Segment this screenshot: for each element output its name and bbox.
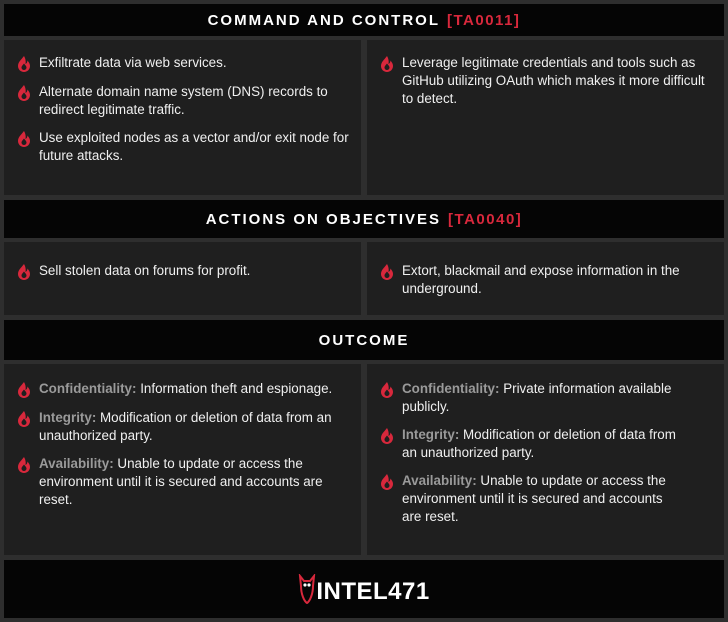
- list-item: [379, 54, 716, 108]
- logo-text: INTEL471: [316, 578, 430, 605]
- outcome-left-panel: [4, 364, 361, 555]
- item-text: [39, 409, 353, 445]
- tactic-tag: [TA0040]: [448, 210, 523, 228]
- actions-left-panel: [4, 242, 361, 315]
- list-item: [379, 426, 684, 462]
- intel471-logo: [298, 574, 429, 604]
- item-body: Private information available publicly.: [402, 381, 672, 414]
- flame-icon: [379, 473, 395, 491]
- list-item: [379, 380, 684, 416]
- owl-icon: [298, 574, 316, 604]
- item-text: [402, 426, 684, 462]
- item-label: Integrity:: [39, 410, 97, 425]
- actions-right-panel: [367, 242, 724, 315]
- item-body: Modification or deletion of data from an unauthorized party.: [39, 410, 332, 443]
- outcome-header: [4, 320, 724, 360]
- flame-icon: [16, 263, 32, 281]
- list-item: [16, 83, 353, 119]
- item-text: Alternate domain name system (DNS) records to redirect legitimate traffic.: [39, 84, 328, 117]
- flame-icon: [16, 381, 32, 399]
- outcome-right-panel: [367, 364, 724, 555]
- item-text: [402, 380, 684, 416]
- command-control-header: [4, 4, 724, 36]
- section-title: OUTCOME: [318, 331, 410, 349]
- list-item: [16, 54, 353, 73]
- flame-icon: [16, 456, 32, 474]
- footer: [4, 560, 724, 618]
- list-item: [16, 455, 353, 509]
- item-body: Unable to update or access the environment until it is secured and accounts are reset.: [402, 473, 666, 524]
- item-body: Unable to update or access the environment until it is secured and accounts are reset.: [39, 456, 323, 507]
- item-label: Confidentiality:: [39, 381, 137, 396]
- actions-objectives-header: [4, 200, 724, 238]
- item-text: Use exploited nodes as a vector and/or exit node for future attacks.: [39, 130, 349, 163]
- list-item: [379, 262, 716, 298]
- flame-icon: [16, 55, 32, 73]
- item-text: [39, 455, 353, 509]
- list-item: [16, 262, 353, 281]
- command-control-right-panel: [367, 40, 724, 195]
- item-text: Extort, blackmail and expose information in the underground.: [402, 263, 680, 296]
- flame-icon: [379, 55, 395, 73]
- item-text: Sell stolen data on forums for profit.: [39, 263, 251, 278]
- command-control-left-panel: [4, 40, 361, 195]
- item-label: Confidentiality:: [402, 381, 500, 396]
- flame-icon: [379, 263, 395, 281]
- item-label: Availability:: [39, 456, 114, 471]
- section-title: COMMAND AND CONTROL: [207, 11, 440, 29]
- item-label: Availability:: [402, 473, 477, 488]
- flame-icon: [16, 84, 32, 102]
- list-item: [16, 380, 353, 399]
- item-text: Leverage legitimate credentials and tools such as GitHub utilizing OAuth which makes it more difficult to detect.: [402, 55, 705, 106]
- section-title: ACTIONS ON OBJECTIVES: [205, 210, 442, 228]
- flame-icon: [16, 130, 32, 148]
- list-item: [16, 129, 353, 165]
- item-label: Integrity:: [402, 427, 460, 442]
- tactic-tag: [TA0011]: [447, 11, 521, 29]
- item-body: Modification or deletion of data from an unauthorized party.: [402, 427, 676, 460]
- flame-icon: [379, 381, 395, 399]
- item-body: Information theft and espionage.: [140, 381, 333, 396]
- item-text: [39, 380, 332, 398]
- flame-icon: [16, 410, 32, 428]
- item-text: [402, 472, 684, 526]
- item-text: Exfiltrate data via web services.: [39, 55, 227, 70]
- flame-icon: [379, 427, 395, 445]
- list-item: [379, 472, 684, 526]
- list-item: [16, 409, 353, 445]
